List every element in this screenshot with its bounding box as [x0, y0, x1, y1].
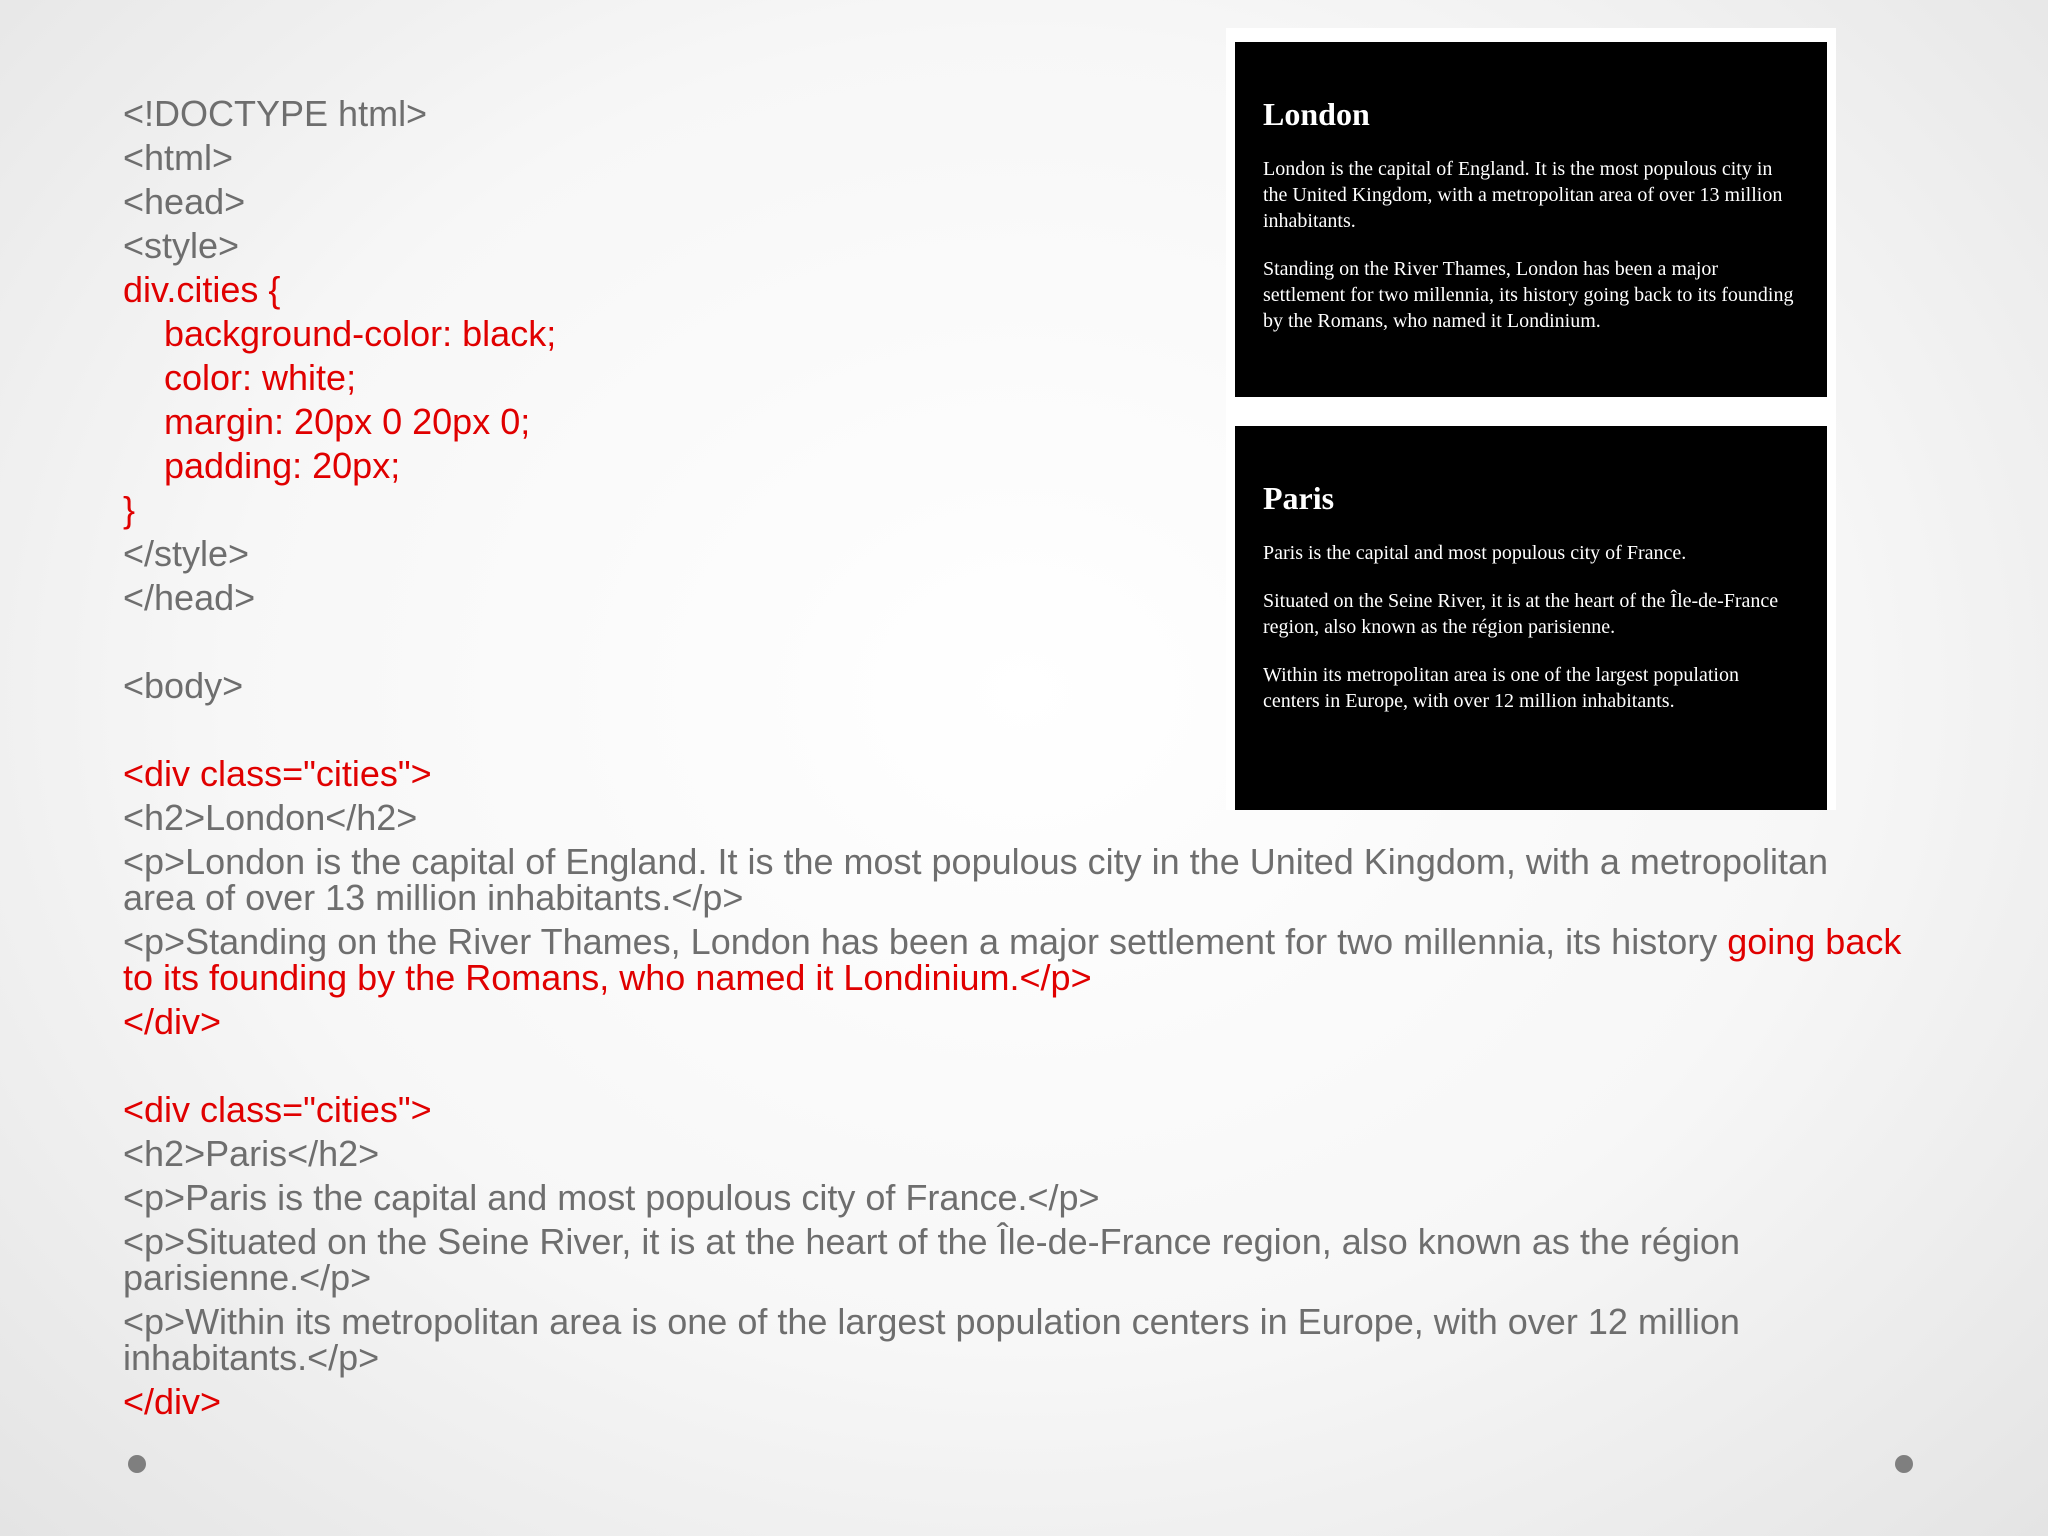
code-line-doctype: <!DOCTYPE html>	[123, 93, 428, 134]
preview-paragraph: Within its metropolitan area is one of the largest population centers in Europe, with over 12 million inhabitants.	[1263, 664, 1739, 712]
code-line-style-close: </style>	[123, 533, 250, 574]
code-line-head-close: </head>	[123, 577, 256, 618]
code-text-gray: <p>Standing on the River Thames, London has been a major settlement for two millennia, its history	[123, 921, 1728, 962]
preview-paragraph: London is the capital of England. It is the most populous city in the United Kingdom, with a metropolitan area of over 13 million inhabitants.	[1263, 158, 1783, 232]
preview-heading-london: London	[1263, 96, 1370, 132]
code-text-highlight: going back to its founding by the Romans, who named it Londinium.</p>	[123, 921, 1902, 998]
code-line-body-open: <body>	[123, 665, 244, 706]
preview-box-paris	[1235, 426, 1827, 810]
code-line-div1-open: <div class="cities">	[123, 753, 432, 794]
code-line-h2-london: <h2>London</h2>	[123, 797, 418, 838]
code-line-css-margin: margin: 20px 0 20px 0;	[164, 401, 531, 442]
slide-bullet-dot-right	[1895, 1455, 1913, 1473]
code-line-p-paris-3: <p>Within its metropolitan area is one of the largest population centers in Europe, with over 12 million inhabitants.</p>	[123, 1301, 1740, 1378]
code-line-h2-paris: <h2>Paris</h2>	[123, 1133, 380, 1174]
rendered-preview	[1226, 28, 1836, 810]
code-line-css-close: }	[123, 489, 136, 530]
preview-paragraph: Standing on the River Thames, London has been a major settlement for two millennia, its history going back to its founding by the Romans, who named it Londinium.	[1263, 258, 1794, 332]
code-line-style-open: <style>	[123, 225, 240, 266]
code-line-div2-close: </div>	[123, 1381, 222, 1422]
preview-box-london	[1235, 42, 1827, 397]
code-line-css-selector: div.cities {	[123, 269, 281, 310]
code-blank-line	[123, 1044, 1903, 1088]
preview-paragraph: Paris is the capital and most populous city of France.	[1263, 542, 1687, 564]
code-line-p-london-2	[123, 920, 1903, 1000]
code-line-css-padding: padding: 20px;	[164, 445, 401, 486]
preview-heading-paris: Paris	[1263, 480, 1335, 516]
code-line-div1-close: </div>	[123, 1001, 222, 1042]
code-line-p-paris-2: <p>Situated on the Seine River, it is at the heart of the Île-de-France region, also known as the région parisienne.</p>	[123, 1221, 1740, 1298]
code-line-css-background: background-color: black;	[164, 313, 557, 354]
code-line-head-open: <head>	[123, 181, 246, 222]
code-line-css-color: color: white;	[164, 357, 357, 398]
slide-bullet-dot-left	[128, 1455, 146, 1473]
preview-paragraph: Situated on the Seine River, it is at the heart of the Île-de-France region, also known as the région parisienne.	[1263, 590, 1779, 638]
code-line-div2-open: <div class="cities">	[123, 1089, 432, 1130]
code-line-html-open: <html>	[123, 137, 234, 178]
code-line-p-london-1: <p>London is the capital of England. It is the most populous city in the United Kingdom, with a metropolitan area of over 13 million inhabitants.</p>	[123, 841, 1829, 918]
code-line-p-paris-1: <p>Paris is the capital and most populous city of France.</p>	[123, 1177, 1100, 1218]
